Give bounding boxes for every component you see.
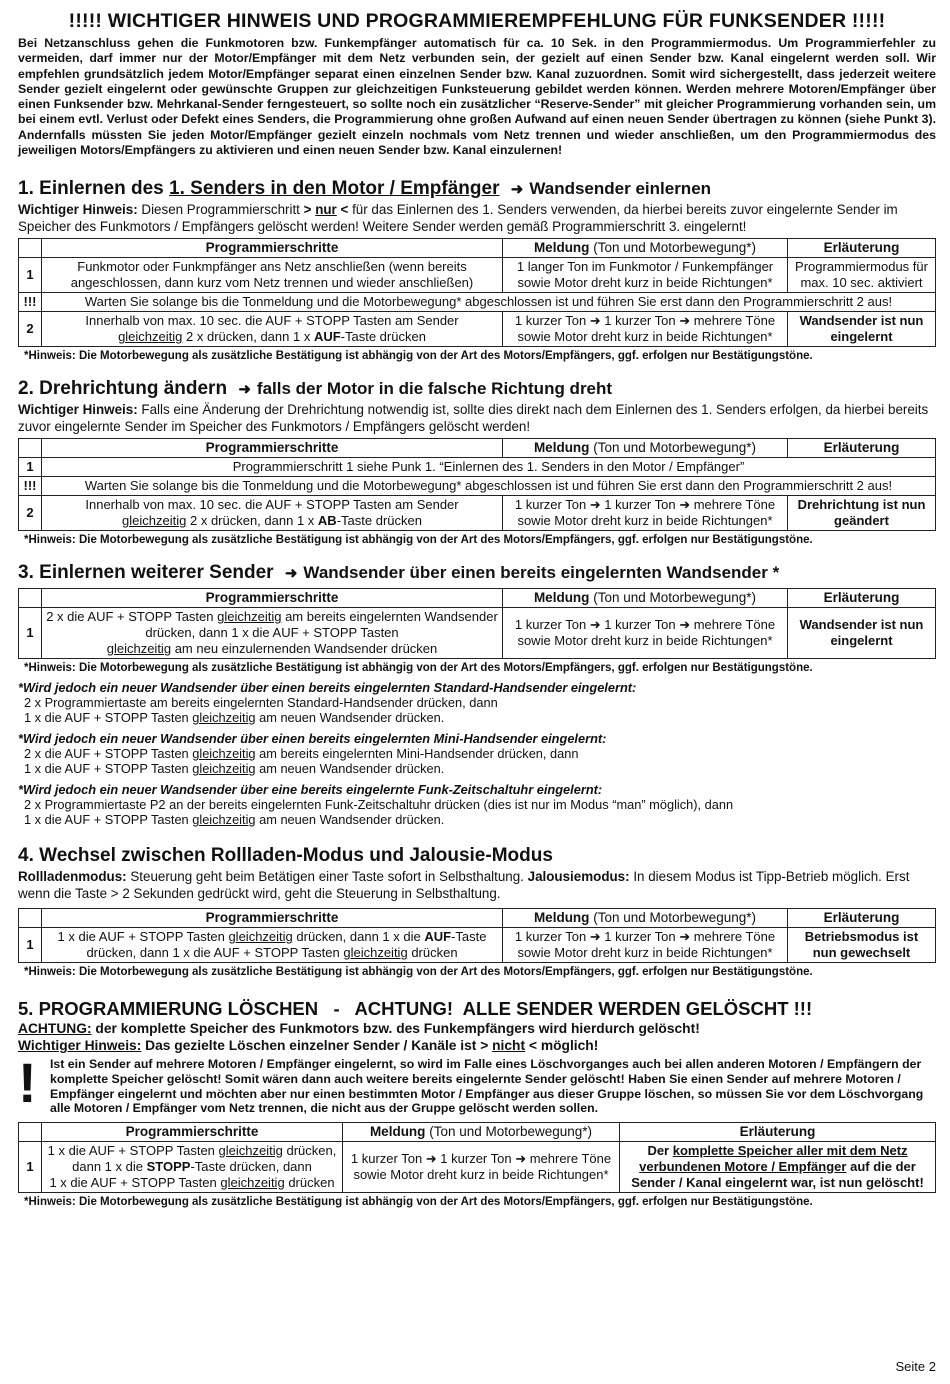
section-4	[18, 845, 936, 978]
table-row: 1 Funkmotor oder Funkmpfänger ans Netz anschließen (wenn bereits angeschlossen, dann kurz vom Netz trennen und wieder anschließen) 1 langer Ton im Funkmotor / Funkempfänger sowie Motor dreht kurz in beide Richtungen* Programmiermodus für max. 10 sec. aktiviert	[19, 258, 936, 293]
section-3-table	[18, 588, 936, 659]
table-row: 1 2 x die AUF + STOPP Tasten gleichzeitig am bereits eingelernten Wandsender drücken, dann 1 x die AUF + STOPP Tasten gleichzeitig am neu einzulernenden Wandsender drücken 1 kurzer Ton ➜ 1 kurzer Ton ➜ mehrere Töne sowie Motor dreht kurz in beide Richtungen* Wandsender ist nun eingelernt	[19, 608, 936, 659]
table-row: 1 Programmierschritt 1 siehe Punk 1. “Einlernen des 1. Senders in den Motor / Empfänger”	[19, 458, 936, 477]
footnote: *Hinweis: Die Motorbewegung als zusätzliche Bestätigung ist abhängig von der Art des Motors/Empfängers, ggf. erfolgen nur Bestätigungstöne.	[24, 350, 813, 363]
section-4-title: 4. Wechsel zwischen Rollladen-Modus und Jalousie-Modus	[18, 845, 553, 867]
table-header-row: Programmierschritte Meldung (Ton und Motorbewegung*) Erläuterung	[19, 439, 936, 458]
arrow-icon: ➜	[510, 181, 524, 199]
section-1	[18, 178, 936, 362]
alt-sender-note-2: *Wird jedoch ein neuer Wandsender über einen bereits eingelernten Mini-Handsender eingelernt: 2 x die AUF + STOPP Tasten gleichzeitig am bereits eingelernten Mini-Handsender drücken, dann 1 x die AUF + STOPP Tasten gleichzeitig am neuen Wandsender drücken.	[18, 731, 607, 777]
table-header-row: Programmierschritte Meldung (Ton und Motorbewegung*) Erläuterung	[19, 1122, 936, 1141]
table-row: 1 1 x die AUF + STOPP Tasten gleichzeitig drücken, dann 1 x die STOPP-Taste drücken, dann 1 x die AUF + STOPP Tasten gleichzeitig drücken 1 kurzer Ton ➜ 1 kurzer Ton ➜ mehrere Töne sowie Motor dreht kurz in beide Richtungen* Der komplette Speicher aller mit dem Netz verbundenen Motore / Empfänger auf die der Sender / Kanal eingelernt war, ist nun gelöscht!	[19, 1141, 936, 1192]
achtung-line: ACHTUNG: der komplette Speicher des Funkmotors bzw. des Funkempfängers wird hierdurch gelöscht!	[18, 1021, 700, 1037]
page-number: Seite 2	[895, 1359, 936, 1374]
alt-sender-note-1: *Wird jedoch ein neuer Wandsender über einen bereits eingelernten Standard-Handsender eingelernt: 2 x Programmiertaste am bereits eingelernten Standard-Handsender drücken, dann 1 x die AUF + STOPP Tasten gleichzeitig am neuen Wandsender drücken.	[18, 680, 637, 726]
section-3	[18, 562, 936, 827]
table-header-row: Programmierschritte Meldung (Ton und Motorbewegung*) Erläuterung	[19, 589, 936, 608]
section-5-title: 5. PROGRAMMIERUNG LÖSCHEN - ACHTUNG! ALLE SENDER WERDEN GELÖSCHT !!!	[18, 998, 813, 1020]
group-warning-text: Ist ein Sender auf mehrere Motoren / Empfänger eingelernt, so wird im Falle eines Löschvorganges auch bei allen anderen Motoren / Empfängern der komplette Speicher gelöscht! Somit wären dann auch weitere bereits eingelernte Sender gelöscht! Haben Sie einen Sender auf mehrere Motoren / Empfänger eingelernt und möchten aber nur einen bestimmten Motor / Empfänger aus dieser Gruppe löschen, so müssen Sie vor dem Löschvorgang alle Motoren / Empfänger vom Netz trennen, die nicht aus der Gruppe gelöscht werden sollen.	[50, 1057, 924, 1116]
footnote: *Hinweis: Die Motorbewegung als zusätzliche Bestätigung ist abhängig von der Art des Motors/Empfängers, ggf. erfolgen nur Bestätigungstöne.	[24, 534, 813, 547]
section-2-title: 2. Drehrichtung ändern ➜ falls der Motor in die falsche Richtung dreht	[18, 378, 613, 400]
notice-text: Bei Netzanschluss gehen die Funkmotoren bzw. Funkempfänger automatisch für ca. 10 Sek. in den Programmiermodus. Um Programmierfehler zu vermeiden, darf immer nur der Motor/Empfänger mit dem Netz verbunden sein, der gezielt auf einen Sender bzw. Kanal eingelernt werden soll. Wir empfehlen grundsätzlich jedem Motor/Empfänger separat einen einzelnen Sender bzw. Kanal zuzuordnen. Somit wird sichergestellt, dass jederzeit weitere Sender gezielt eingelernt oder gewünschte Gruppen zur gleichzeitigen Funksteuerung gebildet werden können. Werden mehrere Motoren/Empfänger über einen Funksender bzw. Mehrkanal-Sender ferngesteuert, so sollte noch ein zusätzlicher “Reserve-Sender” mit gleicher Programmierung vorhanden sein, um bei einem evtl. Verlust oder Defekt eines Senders, die Programmierung ohne großen Aufwand auf einen neuen Sender übertragen zu können (siehe Punkt 3). Andernfalls müssten Sie jeden Motor/Empfänger gezielt einzeln nochmals vom Netz trennen und wieder anschließen, um den Programmiermodus des jeweiligen Motors/Empfängers zu aktivieren und einen neuen Sender bzw. Kanal einzulernen!	[18, 36, 936, 158]
section-5	[18, 998, 936, 1207]
manual-page	[18, 10, 936, 1208]
section-1-table	[18, 238, 936, 347]
table-row: 2 Innerhalb von max. 10 sec. die AUF + STOPP Tasten am Sender gleichzeitig 2 x drücken, dann 1 x AUF-Taste drücken 1 kurzer Ton ➜ 1 kurzer Ton ➜ mehrere Töne sowie Motor dreht kurz in beide Richtungen* Wandsender ist nun eingelernt	[19, 312, 936, 347]
table-row: !!! Warten Sie solange bis die Tonmeldung und die Motorbewegung* abgeschlossen ist und führen Sie erst dann den Programmierschritt 2 aus!	[19, 293, 936, 312]
section-2-table	[18, 438, 936, 531]
section-4-table	[18, 908, 936, 963]
section-5-hint: Wichtiger Hinweis: Das gezielte Löschen einzelner Sender / Kanäle ist > nicht < möglich!	[18, 1038, 599, 1054]
footnote: *Hinweis: Die Motorbewegung als zusätzliche Bestätigung ist abhängig von der Art des Motors/Empfängers, ggf. erfolgen nur Bestätigungstöne.	[24, 966, 813, 979]
arrow-icon: ➜	[284, 565, 298, 583]
section-3-title: 3. Einlernen weiterer Sender ➜ Wandsender über einen bereits eingelernten Wandsender *	[18, 562, 780, 584]
section-2-hint: Wichtiger Hinweis: Falls eine Änderung der Drehrichtung notwendig ist, sollte dies direkt nach dem Einlernen des 1. Senders erfolgen, da hierbei bereits zuvor eingelernte Sender im Speicher des Funkmotors / Empfängers gelöscht werden!	[18, 402, 929, 434]
table-header-row: Programmierschritte Meldung (Ton und Motorbewegung*) Erläuterung	[19, 239, 936, 258]
arrow-icon: ➜	[238, 381, 251, 399]
section-1-hint: Wichtiger Hinweis: Diesen Programmierschritt > nur < für das Einlernen des 1. Senders verwenden, da hierbei bereits zuvor eingelernte Sender im Speicher des Funkmotors / Empfängers gelöscht werden! Weitere Sender werden gemäß Programmierschritt 3. eingelernt!	[18, 202, 898, 234]
important-notice	[18, 10, 936, 158]
table-row: 1 1 x die AUF + STOPP Tasten gleichzeitig drücken, dann 1 x die AUF-Taste drücken, dann 1 x die AUF + STOPP Tasten gleichzeitig drücken 1 kurzer Ton ➜ 1 kurzer Ton ➜ mehrere Töne sowie Motor dreht kurz in beide Richtungen* Betriebsmodus ist nun gewechselt	[19, 928, 936, 963]
section-4-hint: Rollladenmodus: Steuerung geht beim Betätigen einer Taste sofort in Selbsthaltung. Jalousiemodus: In diesem Modus ist Tipp-Betrieb möglich. Erst wenn die Taste > 2 Sekunden gedrückt wird, geht die Steuerung in Selbsthaltung.	[18, 869, 910, 901]
section-1-title: 1. Einlernen des 1. Senders in den Motor / Empfänger ➜ Wandsender einlernen	[18, 178, 712, 200]
section-5-table	[18, 1122, 936, 1193]
group-warning	[18, 1051, 936, 1116]
exclamation-icon: !	[18, 1051, 37, 1115]
table-row: !!! Warten Sie solange bis die Tonmeldung und die Motorbewegung* abgeschlossen ist und führen Sie erst dann den Programmierschritt 2 aus!	[19, 477, 936, 496]
alt-sender-note-3: *Wird jedoch ein neuer Wandsender über eine bereits eingelernte Funk-Zeitschaltuhr eingelernt: 2 x Programmiertaste P2 an der bereits eingelernten Funk-Zeitschaltuhr drücken (dies ist nur im Modus “man” möglich), dann 1 x die AUF + STOPP Tasten gleichzeitig am neuen Wandsender drücken.	[18, 782, 734, 828]
section-2	[18, 378, 936, 546]
table-row: 2 Innerhalb von max. 10 sec. die AUF + STOPP Tasten am Sender gleichzeitig 2 x drücken, dann 1 x AB-Taste drücken 1 kurzer Ton ➜ 1 kurzer Ton ➜ mehrere Töne sowie Motor dreht kurz in beide Richtungen* Drehrichtung ist nun geändert	[19, 496, 936, 531]
footnote: *Hinweis: Die Motorbewegung als zusätzliche Bestätigung ist abhängig von der Art des Motors/Empfängers, ggf. erfolgen nur Bestätigungstöne.	[24, 662, 813, 675]
notice-title: !!!!! WICHTIGER HINWEIS UND PROGRAMMIEREMPFEHLUNG FÜR FUNKSENDER !!!!!	[68, 10, 886, 32]
footnote: *Hinweis: Die Motorbewegung als zusätzliche Bestätigung ist abhängig von der Art des Motors/Empfängers, ggf. erfolgen nur Bestätigungstöne.	[24, 1195, 813, 1208]
table-header-row: Programmierschritte Meldung (Ton und Motorbewegung*) Erläuterung	[19, 909, 936, 928]
